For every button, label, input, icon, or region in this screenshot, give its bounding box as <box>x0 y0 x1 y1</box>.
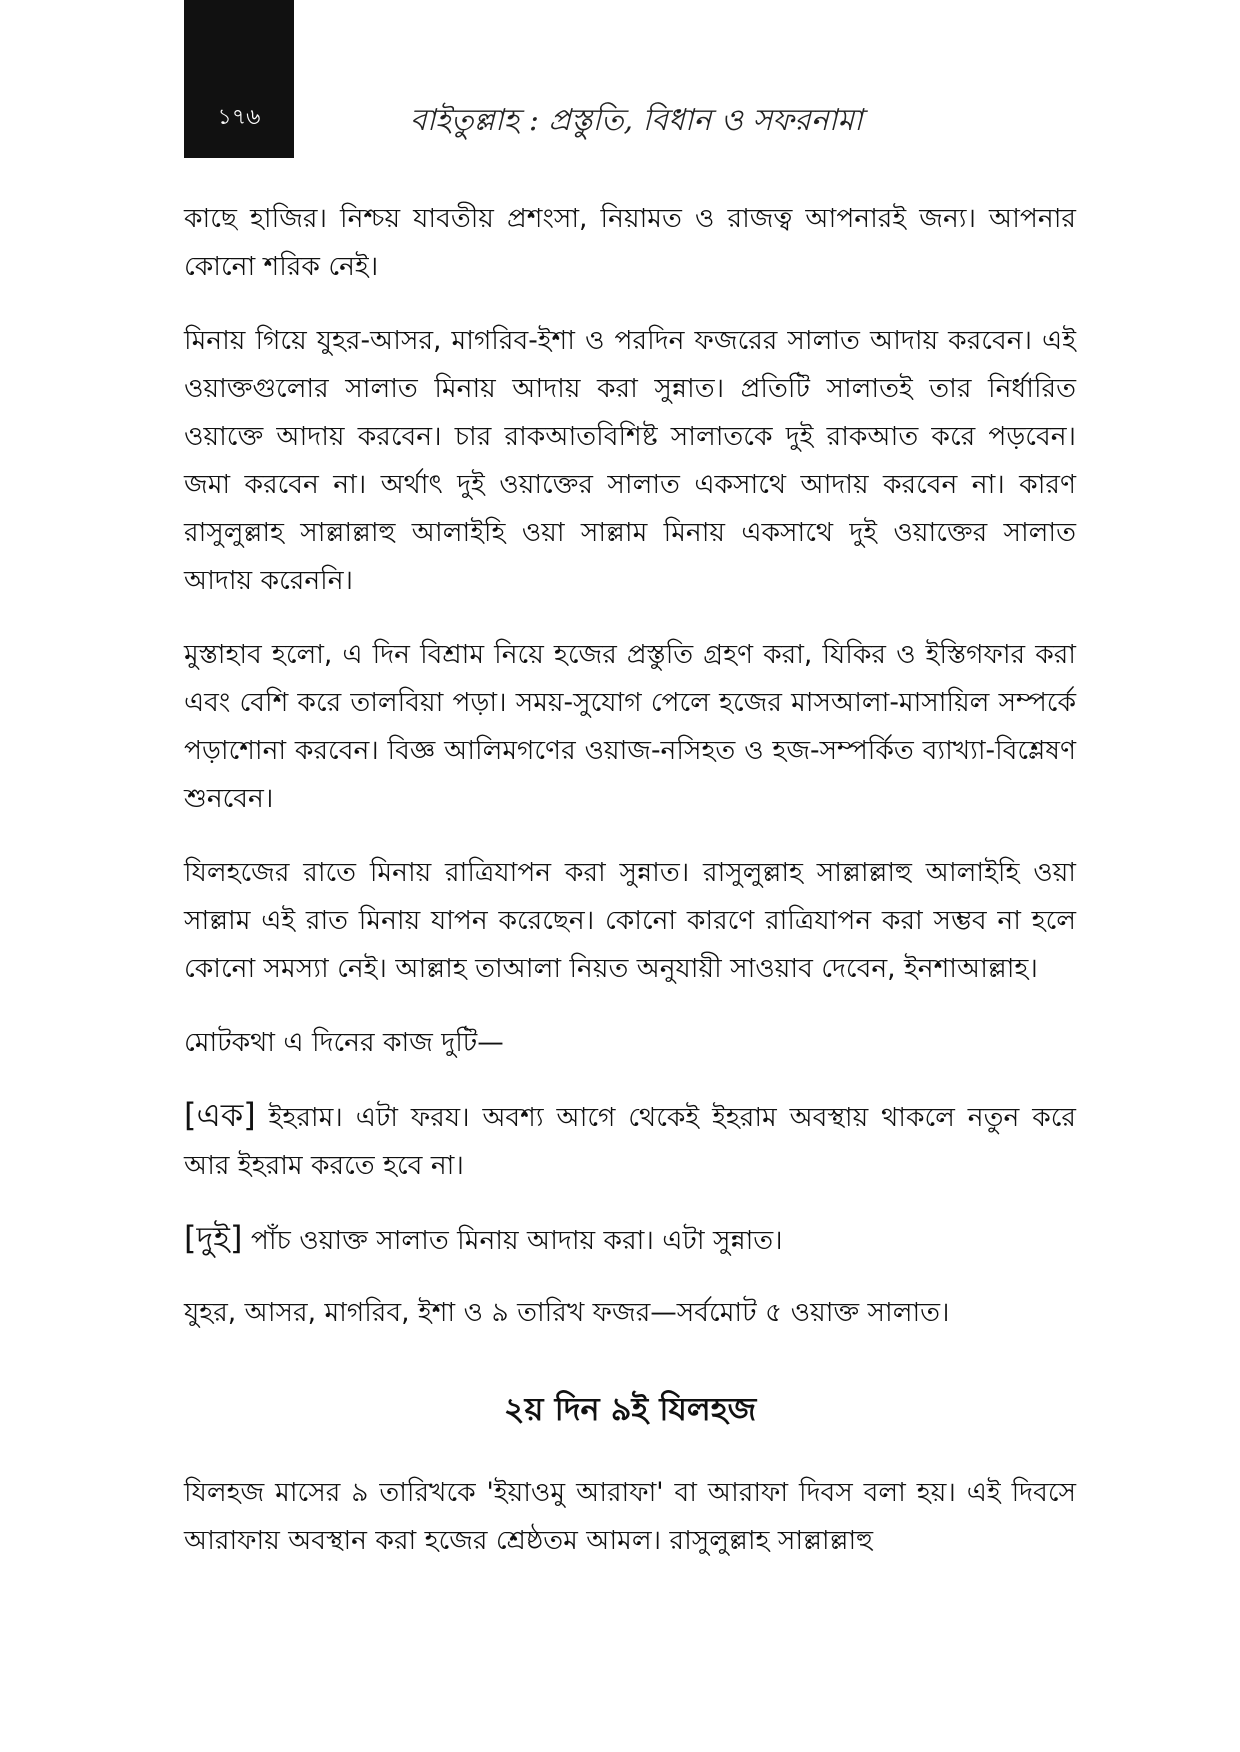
page-number-box <box>184 0 294 158</box>
paragraph-3: মুস্তাহাব হলো, এ দিন বিশ্রাম নিয়ে হজের প্রস্তুতি গ্রহণ করা, যিকির ও ইস্তিগফার করা এবং বেশি করে তালবিয়া পড়া। সময়-সুযোগ পেলে হজের মাসআলা-মাসায়িল সম্পর্কে পড়াশোনা করবেন। বিজ্ঞ আলিমগণের ওয়াজ-নসিহত ও হজ-সম্পর্কিত ব্যাখ্যা-বিশ্লেষণ শুনবেন। <box>184 639 1076 814</box>
list-item-2-text: পাঁচ ওয়াক্ত সালাত মিনায় আদায় করা। এটা সুন্নাত। <box>250 1225 783 1256</box>
list-item-1-marker: [এক] <box>184 1096 256 1134</box>
paragraph-arafah: যিলহজ মাসের ৯ তারিখকে 'ইয়াওমু আরাফা' বা আরাফা দিবস বলা হয়। এই দিবসে আরাফায় অবস্থান করা হজের শ্রেষ্ঠতম আমল। রাসুলুল্লাহ সাল্লাল্লাহু <box>184 1477 1076 1556</box>
list-item-2 <box>184 1214 1076 1265</box>
paragraph-summary: মোটকথা এ দিনের কাজ দুটি— <box>184 1027 504 1058</box>
section-heading: ২য় দিন ৯ই যিলহজ <box>503 1390 757 1428</box>
paragraph-prayers: যুহর, আসর, মাগরিব, ইশা ও ৯ তারিখ ফজর—সর্বমোট ৫ ওয়াক্ত সালাত। <box>184 1297 950 1328</box>
running-title: বাইতুল্লাহ : প্রস্তুতি, বিধান ও সফরনামা <box>410 103 863 138</box>
list-item-2-marker: [দুই] <box>184 1219 243 1257</box>
list-item-1 <box>184 1091 1076 1190</box>
paragraph-2: মিনায় গিয়ে যুহর-আসর, মাগরিব-ইশা ও পরদিন ফজরের সালাত আদায় করবেন। এই ওয়াক্তগুলোর সালাত মিনায় আদায় করা সুন্নাত। প্রতিটি সালাতই তার নির্ধারিত ওয়াক্তে আদায় করবেন। চার রাকআতবিশিষ্ট সালাতকে দুই রাকআত করে পড়বেন। জমা করবেন না। অর্থাৎ দুই ওয়াক্তের সালাত একসাথে আদায় করবেন না। কারণ রাসুলুল্লাহ সাল্লাল্লাহু আলাইহি ওয়া সাল্লাম মিনায় একসাথে দুই ওয়াক্তের সালাত আদায় করেননি। <box>184 325 1076 596</box>
paragraph-1: কাছে হাজির। নিশ্চয় যাবতীয় প্রশংসা, নিয়ামত ও রাজত্ব আপনারই জন্য। আপনার কোনো শরিক নেই। <box>184 203 1076 282</box>
list-item-1-text: ইহরাম। এটা ফরয। অবশ্য আগে থেকেই ইহরাম অবস্থায় থাকলে নতুন করে আর ইহরাম করতে হবে না। <box>184 1102 1076 1181</box>
page-content <box>184 195 1076 1591</box>
page-number: ১৭৬ <box>217 105 261 130</box>
paragraph-4: যিলহজের রাতে মিনায় রাত্রিযাপন করা সুন্নাত। রাসুলুল্লাহ সাল্লাল্লাহু আলাইহি ওয়া সাল্লাম এই রাত মিনায় যাপন করেছেন। কোনো কারণে রাত্রিযাপন করা সম্ভব না হলে কোনো সমস্যা নেই। আল্লাহ তাআলা নিয়ত অনুযায়ী সাওয়াব দেবেন, ইনশাআল্লাহ। <box>184 857 1076 984</box>
